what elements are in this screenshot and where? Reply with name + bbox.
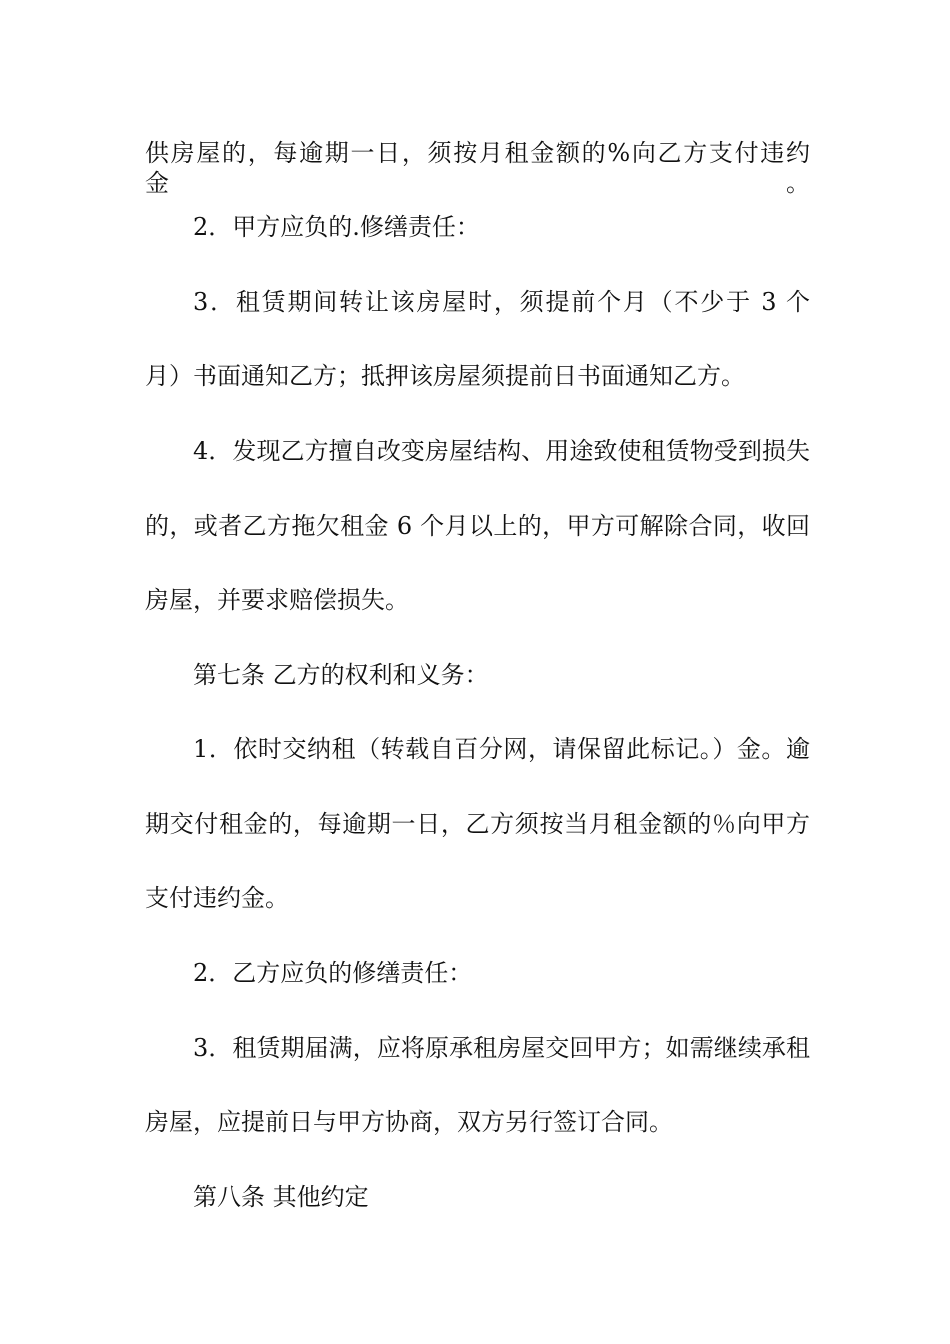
text-line: 1．依时交纳租（转载自百分网，请保留此标记。）金。逾 (193, 735, 810, 763)
text-line: 供房屋的，每逾期一日，须按月租金额的%向乙方支付违约金。 (145, 139, 810, 197)
article-heading: 第八条 其他约定 (193, 1183, 369, 1211)
text-line: 房屋，并要求赔偿损失。 (145, 586, 409, 614)
text-line: 支付违约金。 (145, 884, 289, 912)
text-line: 的，或者乙方拖欠租金 6 个月以上的，甲方可解除合同，收回 (145, 512, 810, 540)
article-heading: 第七条 乙方的权利和义务： (193, 661, 489, 689)
text-line: 房屋，应提前日与甲方协商，双方另行签订合同。 (145, 1108, 673, 1136)
text-line: 月）书面通知乙方；抵押该房屋须提前日书面通知乙方。 (145, 362, 745, 390)
text-line: 期交付租金的，每逾期一日，乙方须按当月租金额的％向甲方 (145, 810, 810, 838)
clause-heading: 2．乙方应负的修缮责任： (193, 959, 473, 987)
text-line: 3．租赁期间转让该房屋时，须提前个月（不少于 3 个 (193, 288, 810, 316)
text-line: 4．发现乙方擅自改变房屋结构、用途致使租赁物受到损失 (193, 437, 810, 465)
text-line: 3．租赁期届满，应将原承租房屋交回甲方；如需继续承租 (193, 1034, 810, 1062)
clause-heading: 2．甲方应负的.修缮责任： (193, 213, 480, 241)
